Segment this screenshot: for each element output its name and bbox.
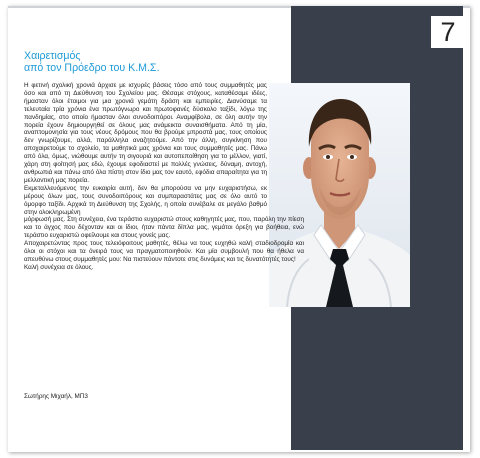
paragraph-thanks: Εκμεταλλευόμενος την ευκαιρία αυτή, δεν θα μπορούσα να μην ευχαριστήσω, εκ μέρους όλων μας, τους συνοδοιπόρους και συμπαραστάτες μας σε όλο αυτό το όμορφο ταξίδι. Αρχικά τη Διεύθυνση της Σχολής, η οποία συνέβαλε σε μεγάλο βαθμό στην ολοκληρωμένη (24, 184, 267, 216)
page-number: 7 (431, 16, 465, 48)
article-body (24, 82, 304, 272)
portrait-illustration (269, 83, 410, 307)
title-line-2: από τον Πρόεδρο του Κ.Μ.Σ. (24, 62, 160, 74)
paragraph-wishes: Αποχαιρετώντας προς τους τελειόφοιτους μαθητές, θέλω να τους ευχηθώ καλή σταδιοδρομία και όλοι οι στόχοι και τα όνειρά τους να πραγματοποιηθούν. Και μία συμβουλή που θα ήθελα να απευθύνω στους συμμαθητές μου: Να πιστεύουν πάντοτε στις δυνάμεις και τις δυνατότητές τους! (24, 240, 304, 263)
signature: Σωτήρης Μιχαήλ, ΜΠ3 (24, 393, 88, 400)
title-line-1: Χαιρετισμός (24, 50, 81, 62)
paragraph-closing: Καλή συνέχεια σε όλους. (24, 263, 94, 271)
paragraph-teachers: μόρφωσή μας. Στη συνέχεια, ένα τεράστιο ευχαριστώ στους καθηγητές μας, που, παρόλη την πίεση και το άγχος που δέχονταν και οι ίδιοι, ήταν πάντα δίπλα μας, γεμάτοι όρεξη για βοήθεια, ενώ τεράστιο ευχαριστώ οφείλουμε και στους γονείς μας. (24, 216, 304, 240)
paragraph-intro: Η φετινή σχολική χρονιά άρχισε με ισχυρές βάσεις τόσο από τους συμμαθητές μας όσο και από τη Διεύθυνση του Σχολείου μας. Θέσαμε στόχους, καταθέσαμε ιδέες, ήμασταν όλοι έτοιμοι για μια χρονιά γεμάτη δράση και εμπειρίες. Διανύσαμε τα τελευταία τρία χρόνια ένα πρωτόγνωρο και πρωτοφανές δύσκολο ταξίδι, λόγω της πανδημίας, στο οποίο ήμασταν όλοι συνοδοιπόροι. Αναμφίβολα, σε όλη αυτήν την πορεία έχουν δημιουργηθεί σε όλους μας ανάμεικτα συναισθήματα. Από τη μία, αναπτομονησία για τους νέους δρόμους που θα βρούμε μπροστά μας, τους οποίους δεν γνωρίζουμε, αλλά, παράλληλα αναζητούμε. Από την άλλη, συγκίνηση που αποχαιρετούμε το σχολείο, τα μαθητικά μας χρόνια και τους συμμαθητές μας. Πάνω από όλα, όμως, νιώθουμε αυτήν τη σιγουριά και αυτοπεποίθηση για το μέλλον, γιατί, χάρη στη φοίτησή μας εδώ, έχουμε εφοδιαστεί με πολλές γνώσεις, δύναμη, αντοχή, ανθρωπιά και πάνω από όλα πίστη στον ίδιο μας τον εαυτό, εφόδια απαραίτητα για τη μελλοντική μας πορεία. (24, 82, 267, 184)
portrait-photo (269, 83, 410, 307)
page-title (24, 50, 264, 74)
